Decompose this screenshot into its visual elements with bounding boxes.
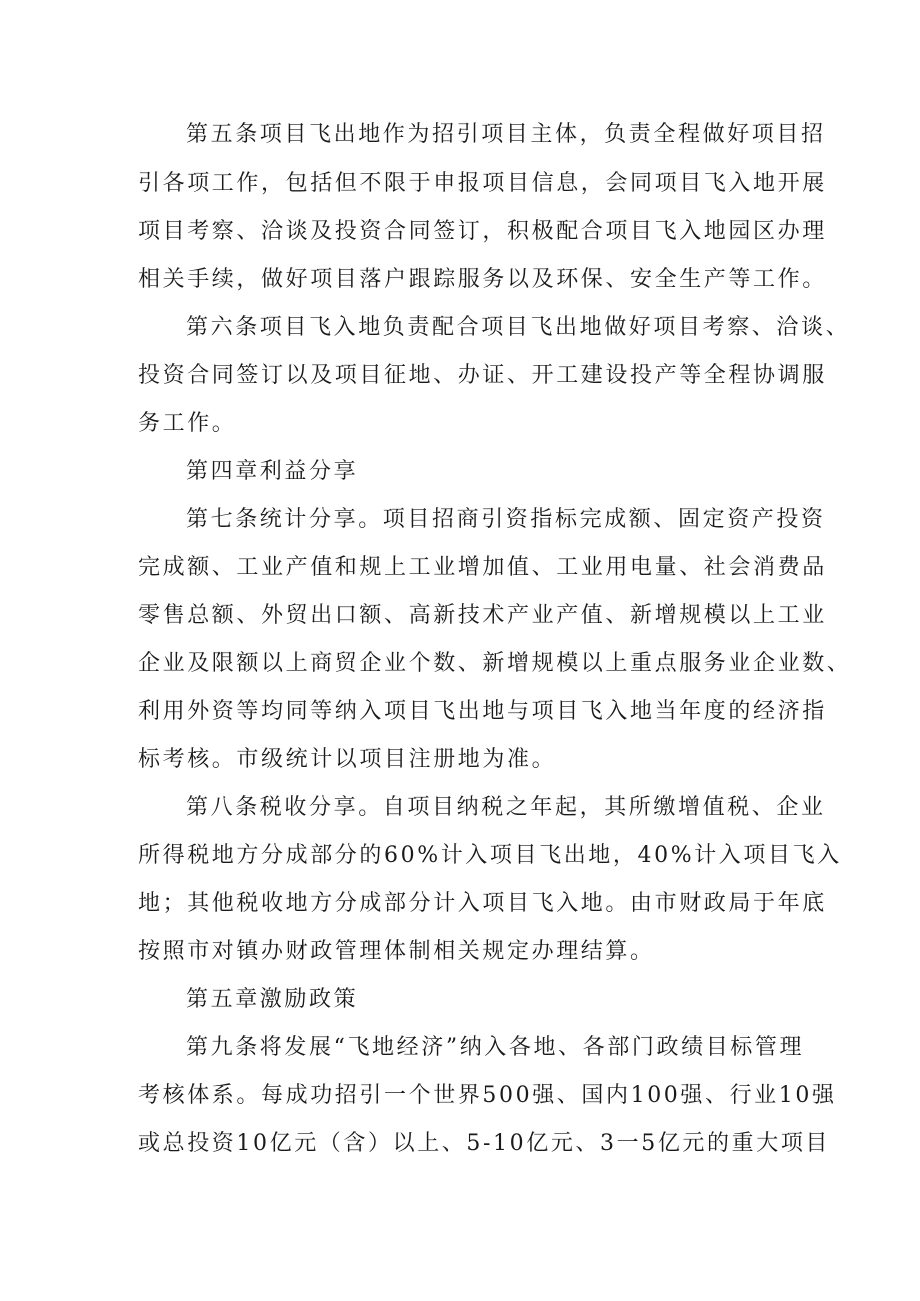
article-5-line-2: 引各项工作，包括但不限于申报项目信息，会同项目飞入地开展	[138, 171, 827, 196]
article-9-line-1: 第九条将发展“飞地经济”纳入各地、各部门政绩目标管理	[186, 1035, 805, 1060]
article-5-line-3: 项目考察、洽谈及投资合同签订，积极配合项目飞入地园区办理	[138, 219, 827, 244]
article-5-line-1: 第五条项目飞出地作为招引项目主体，负责全程做好项目招	[186, 122, 826, 147]
article-6-line-2: 投资合同签订以及项目征地、办证、开工建设投产等全程协调服	[138, 363, 827, 388]
chapter-4-heading: 第四章利益分享	[186, 459, 359, 484]
article-8-line-3: 地；其他税收地方分成部分计入项目飞入地。由市财政局于年底	[138, 891, 827, 916]
article-7-line-3: 零售总额、外贸出口额、高新技术产业产值、新增规模以上工业	[138, 603, 827, 628]
article-7-line-1: 第七条统计分享。项目招商引资指标完成额、固定资产投资	[186, 507, 826, 532]
article-9-line-3: 或总投资10亿元（含）以上、5-10亿元、3一5亿元的重大项目	[138, 1131, 831, 1156]
article-8-line-2: 所得税地方分成部分的60%计入项目飞出地，40%计入项目飞入	[138, 843, 842, 868]
article-7-line-5: 利用外资等均同等纳入项目飞出地与项目飞入地当年度的经济指	[138, 699, 827, 724]
article-5-line-4: 相关手续，做好项目落户跟踪服务以及环保、安全生产等工作。	[138, 267, 827, 292]
article-8-line-1: 第八条税收分享。自项目纳税之年起，其所缴增值税、企业	[186, 795, 826, 820]
article-9-line-2: 考核体系。每成功招引一个世界500强、国内100强、行业10强	[138, 1083, 837, 1108]
article-7-line-2: 完成额、工业产值和规上工业增加值、工业用电量、社会消费品	[138, 555, 827, 580]
chapter-5-heading: 第五章激励政策	[186, 987, 359, 1012]
article-7-line-4: 企业及限额以上商贸企业个数、新增规模以上重点服务业企业数、	[138, 651, 852, 676]
article-6-line-3: 务工作。	[138, 411, 237, 436]
article-8-line-4: 按照市对镇办财政管理体制相关规定办理结算。	[138, 939, 655, 964]
article-6-line-1: 第六条项目飞入地负责配合项目飞出地做好项目考察、洽谈、	[186, 315, 851, 340]
article-7-line-6: 标考核。市级统计以项目注册地为准。	[138, 747, 557, 772]
